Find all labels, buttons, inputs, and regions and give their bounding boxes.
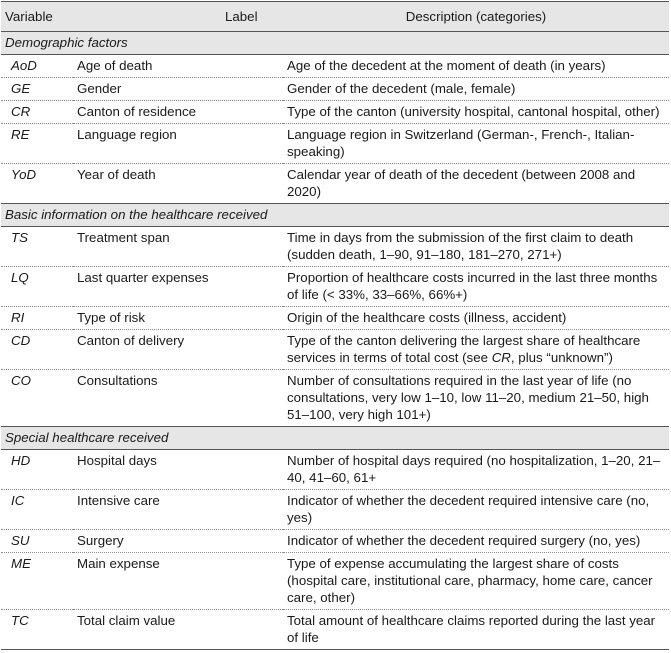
section-title: Demographic factors bbox=[1, 32, 669, 55]
variable-label: Gender bbox=[73, 78, 283, 101]
variable-label: Intensive care bbox=[73, 490, 283, 530]
section-row bbox=[1, 32, 669, 55]
variable-code: HD bbox=[1, 450, 73, 490]
variable-label: Last quarter expenses bbox=[73, 267, 283, 307]
variable-label: Canton of delivery bbox=[73, 330, 283, 370]
variable-description: Origin of the healthcare costs (illness, accident) bbox=[283, 307, 669, 330]
variable-description: Indicator of whether the decedent required intensive care (no, yes) bbox=[283, 490, 669, 530]
variable-description: Time in days from the submission of the first claim to death (sudden death, 1–90, 91–180, 181–270, 271+) bbox=[283, 227, 669, 267]
variable-label: Consultations bbox=[73, 370, 283, 427]
variable-code: RE bbox=[1, 124, 73, 164]
variable-code: AoD bbox=[1, 55, 73, 78]
table-row bbox=[1, 530, 669, 553]
variable-description: Calendar year of death of the decedent (between 2008 and 2020) bbox=[283, 164, 669, 204]
table-row bbox=[1, 124, 669, 164]
variable-label: Type of risk bbox=[73, 307, 283, 330]
variable-code: YoD bbox=[1, 164, 73, 204]
variable-label: Treatment span bbox=[73, 227, 283, 267]
variable-description: Gender of the decedent (male, female) bbox=[283, 78, 669, 101]
table-row bbox=[1, 330, 669, 370]
variable-description: Number of consultations required in the last year of life (no consultations, very low 1–10, low 11–20, medium 21–50, high 51–100, very high 101+) bbox=[283, 370, 669, 427]
table-row bbox=[1, 490, 669, 530]
table-row bbox=[1, 227, 669, 267]
table-row bbox=[1, 267, 669, 307]
variable-label: Surgery bbox=[73, 530, 283, 553]
header-variable: Variable bbox=[1, 2, 73, 32]
variable-code: GE bbox=[1, 78, 73, 101]
variable-description: Indicator of whether the decedent required surgery (no, yes) bbox=[283, 530, 669, 553]
variable-code: TC bbox=[1, 610, 73, 650]
variable-code: ME bbox=[1, 553, 73, 610]
table-row bbox=[1, 101, 669, 124]
variable-label: Age of death bbox=[73, 55, 283, 78]
variable-label: Hospital days bbox=[73, 450, 283, 490]
variable-code: SU bbox=[1, 530, 73, 553]
header-label: Label bbox=[73, 2, 283, 32]
variable-label: Total claim value bbox=[73, 610, 283, 650]
variable-code: CD bbox=[1, 330, 73, 370]
variable-code: CO bbox=[1, 370, 73, 427]
variable-description: Type of expense accumulating the largest share of costs (hospital care, institutional care, pharmacy, home care, cancer care, other) bbox=[283, 553, 669, 610]
variable-description: Type of the canton (university hospital, cantonal hospital, other) bbox=[283, 101, 669, 124]
table-row bbox=[1, 55, 669, 78]
section-title: Special healthcare received bbox=[1, 427, 669, 450]
section-row bbox=[1, 204, 669, 227]
table-row bbox=[1, 78, 669, 101]
table-row bbox=[1, 307, 669, 330]
section-title: Basic information on the healthcare received bbox=[1, 204, 669, 227]
variable-description: Proportion of healthcare costs incurred in the last three months of life (< 33%, 33–66%, 66%+) bbox=[283, 267, 669, 307]
variable-description: Language region in Switzerland (German-, French-, Italian-speaking) bbox=[283, 124, 669, 164]
variable-description: Total amount of healthcare claims reported during the last year of life bbox=[283, 610, 669, 650]
variable-code: CR bbox=[1, 101, 73, 124]
variable-code: IC bbox=[1, 490, 73, 530]
section-row bbox=[1, 427, 669, 450]
table-row bbox=[1, 370, 669, 427]
variables-table bbox=[1, 1, 669, 650]
variable-label: Year of death bbox=[73, 164, 283, 204]
variable-description: Number of hospital days required (no hospitalization, 1–20, 21–40, 41–60, 61+ bbox=[283, 450, 669, 490]
variable-label: Main expense bbox=[73, 553, 283, 610]
variable-description: Type of the canton delivering the largest share of healthcare services in terms of total cost (see CR, plus “unknown”) bbox=[283, 330, 669, 370]
variable-code: LQ bbox=[1, 267, 73, 307]
header-row bbox=[1, 2, 669, 32]
table-row bbox=[1, 553, 669, 610]
variable-description: Age of the decedent at the moment of death (in years) bbox=[283, 55, 669, 78]
table-row bbox=[1, 450, 669, 490]
variable-label: Canton of residence bbox=[73, 101, 283, 124]
variable-code: TS bbox=[1, 227, 73, 267]
table-row bbox=[1, 164, 669, 204]
header-description: Description (categories) bbox=[283, 2, 669, 32]
variable-label: Language region bbox=[73, 124, 283, 164]
variable-code: RI bbox=[1, 307, 73, 330]
table-row bbox=[1, 610, 669, 650]
